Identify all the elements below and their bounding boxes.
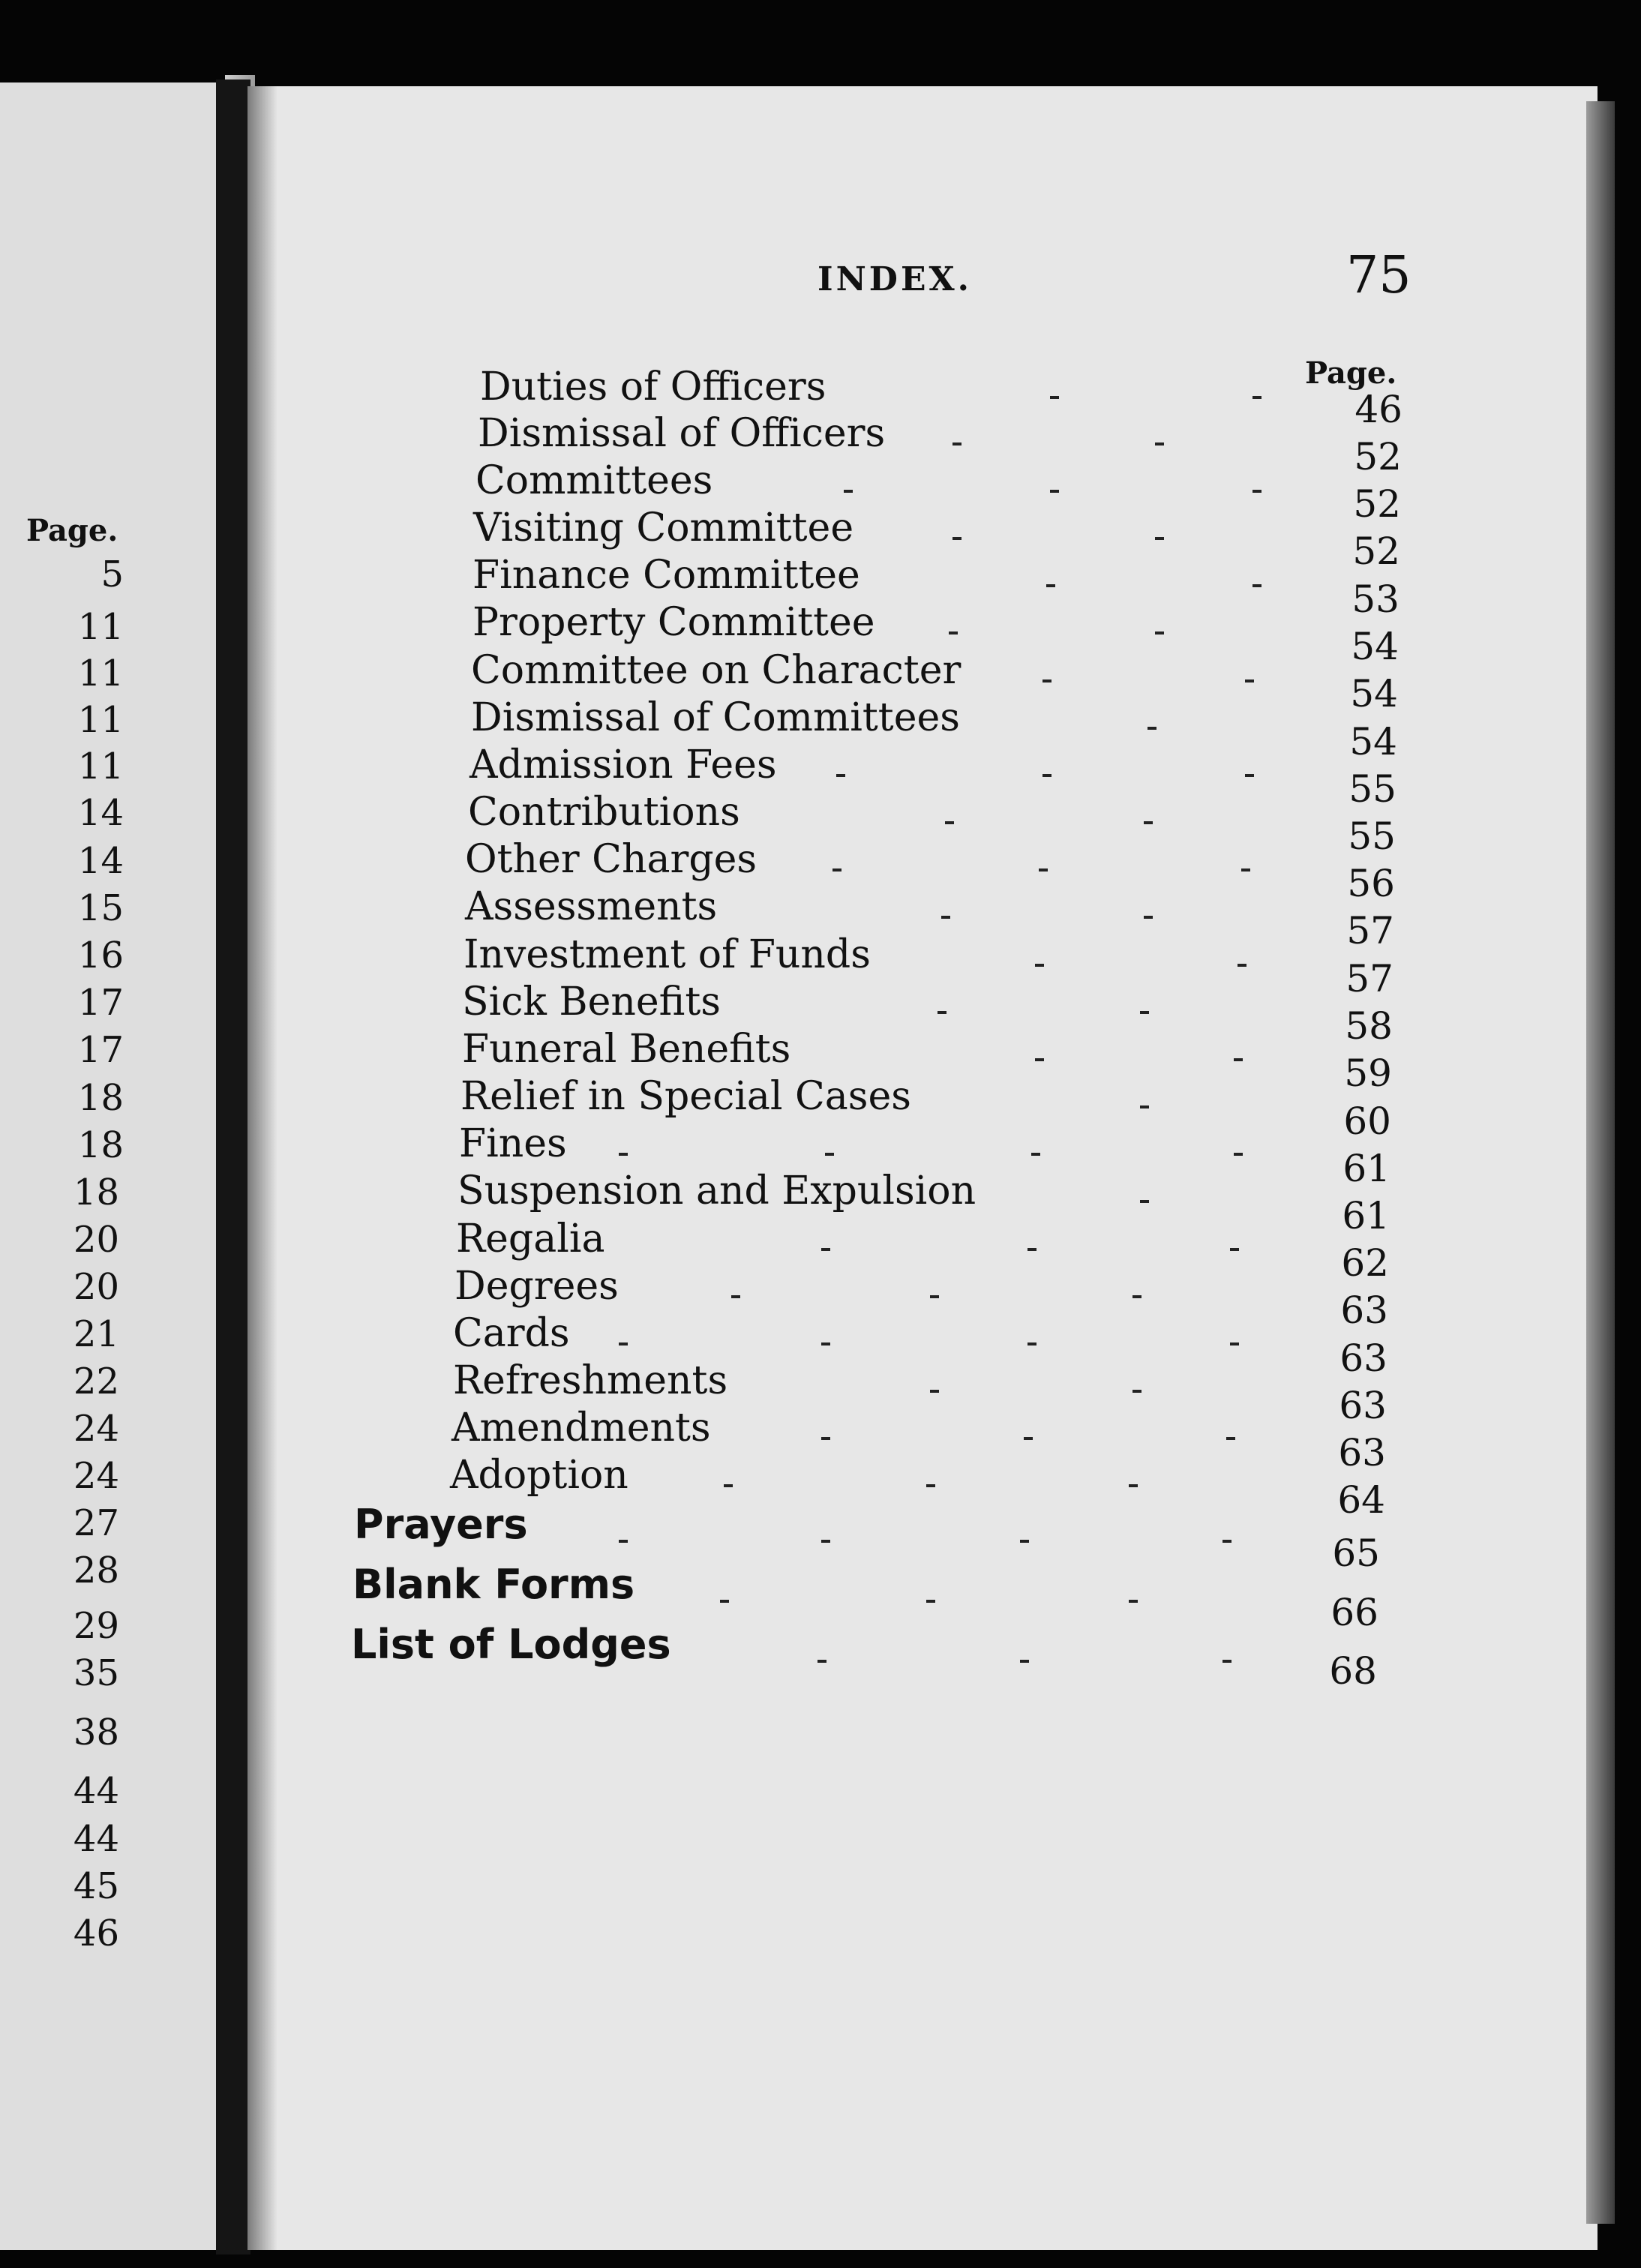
leader-dash: [832, 868, 842, 872]
index-entry-label: Committee on Character: [471, 648, 962, 693]
leader-dash: [821, 1437, 830, 1440]
leader-dash: [938, 1011, 946, 1014]
index-entry-page: 57: [1346, 909, 1394, 952]
index-entry-label: Relief in Special Cases: [460, 1074, 911, 1119]
index-entry-label: Degrees: [454, 1264, 619, 1309]
leader-dash: [1252, 584, 1262, 587]
left-page-number: 17: [77, 1029, 124, 1071]
leader-dash: [1155, 537, 1164, 540]
left-page-number: 18: [73, 1172, 119, 1214]
left-page-number: 20: [73, 1219, 119, 1261]
leader-dash: [619, 1342, 628, 1346]
index-entry-label: Assessments: [465, 884, 718, 929]
index-entry-page: 58: [1345, 1004, 1393, 1048]
index-entry-page: 61: [1342, 1194, 1390, 1238]
index-entry-label: Refreshments: [453, 1358, 728, 1403]
index-entry-page: 59: [1344, 1052, 1392, 1095]
leader-dash: [1234, 1153, 1243, 1156]
index-entry-page: 54: [1351, 625, 1399, 668]
index-entry-label: Suspension and Expulsion: [458, 1168, 976, 1214]
index-entry-page: 52: [1352, 530, 1400, 573]
left-page-number: 11: [77, 746, 124, 788]
index-entry-page: 55: [1348, 767, 1396, 811]
left-page-number: 11: [77, 606, 124, 648]
index-entry-label: Funeral Benefits: [462, 1027, 791, 1072]
leader-dash: [1238, 964, 1246, 967]
page-inner-shadow: [248, 86, 278, 2250]
leader-dash: [836, 774, 845, 777]
left-page-number: 15: [77, 887, 124, 929]
leader-dash: [821, 1540, 830, 1543]
left-page-number: 18: [77, 1077, 124, 1119]
left-page-number: 18: [77, 1124, 124, 1166]
leader-dash: [945, 821, 954, 824]
leader-dash: [1020, 1660, 1029, 1663]
leader-dash: [1039, 868, 1048, 872]
index-entry-label: Regalia: [456, 1216, 605, 1262]
left-page-number: 21: [73, 1313, 119, 1355]
index-entry-label: Investment of Funds: [464, 932, 871, 977]
index-entry-label: Dismissal of Officers: [478, 411, 886, 456]
index-entry-label: Committees: [476, 458, 713, 503]
leader-dash: [1035, 964, 1044, 967]
index-entry-page: 54: [1349, 720, 1397, 764]
leader-dash: [720, 1600, 729, 1603]
leader-dash: [844, 490, 853, 493]
leader-dash: [1155, 442, 1164, 446]
leader-dash: [1140, 1200, 1149, 1203]
page-edge-shadow: [1586, 101, 1615, 2224]
leader-dash: [1035, 1058, 1044, 1061]
leader-dash: [619, 1153, 628, 1156]
index-entry-page: 63: [1339, 1384, 1387, 1427]
leader-dash: [821, 1248, 830, 1251]
index-entry-page: 61: [1342, 1147, 1390, 1190]
leader-dash: [1042, 680, 1052, 682]
leader-dash: [1050, 490, 1059, 493]
leader-dash: [1046, 584, 1055, 587]
leader-dash: [1140, 1011, 1149, 1014]
index-entry-label: Sick Benefits: [462, 980, 721, 1024]
leader-dash: [952, 537, 962, 540]
index-entry-page: 64: [1337, 1478, 1385, 1522]
index-entry-label: Visiting Committee: [473, 506, 854, 550]
left-page-number: 38: [73, 1712, 119, 1754]
leader-dash: [926, 1484, 935, 1487]
leader-dash: [1129, 1600, 1138, 1603]
leader-dash: [1155, 632, 1164, 634]
leader-dash: [1148, 727, 1156, 730]
appendix-entry-label: List of Lodges: [351, 1621, 671, 1668]
left-page-number: 44: [73, 1818, 119, 1860]
left-page-number: 35: [73, 1652, 119, 1694]
index-entry-page: 63: [1340, 1288, 1388, 1332]
index-entry-page: 55: [1348, 814, 1396, 858]
leader-dash: [825, 1153, 834, 1156]
index-entry-page: 63: [1338, 1431, 1386, 1474]
leader-dash: [1028, 1342, 1036, 1346]
index-entry-page: 54: [1350, 672, 1398, 716]
leader-dash: [1245, 680, 1254, 682]
left-page-number: 22: [73, 1360, 119, 1402]
index-heading: INDEX.: [818, 260, 972, 298]
left-page-number: 24: [73, 1408, 119, 1450]
index-entry-page: 52: [1354, 435, 1402, 478]
leader-dash: [821, 1342, 830, 1346]
leader-dash: [724, 1484, 733, 1487]
leader-dash: [1252, 396, 1262, 399]
index-entry-page: 57: [1346, 957, 1394, 1000]
left-page-number: 16: [77, 934, 124, 976]
appendix-entry-label: Blank Forms: [352, 1561, 635, 1608]
left-page-number: 45: [73, 1865, 119, 1907]
index-entry-label: Property Committee: [472, 600, 875, 645]
book-gutter: [216, 80, 250, 2254]
index-entry-page: 53: [1352, 578, 1400, 621]
leader-dash: [1020, 1540, 1029, 1543]
left-page-number: 29: [73, 1605, 119, 1647]
appendix-entry-label: Prayers: [354, 1501, 528, 1548]
leader-dash: [1230, 1248, 1239, 1251]
left-page-number: 44: [73, 1770, 119, 1812]
index-entry-label: Cards: [453, 1311, 570, 1356]
left-page-number: 28: [73, 1550, 119, 1592]
index-entry-label: Admission Fees: [470, 742, 777, 788]
index-entry-page: 46: [1354, 388, 1402, 431]
leader-dash: [1222, 1540, 1232, 1543]
left-page-number: 14: [77, 840, 124, 882]
appendix-entry-page: 66: [1330, 1591, 1378, 1634]
index-entry-page: 63: [1340, 1336, 1388, 1380]
leader-dash: [952, 442, 962, 446]
index-entry-page: 60: [1343, 1100, 1391, 1143]
index-entry-page: 62: [1341, 1241, 1389, 1285]
left-page-number: 27: [73, 1502, 119, 1544]
left-page-number: 17: [77, 982, 124, 1024]
left-page-number: 11: [77, 652, 124, 694]
left-page-number: 20: [73, 1266, 119, 1308]
left-page-number: 11: [77, 699, 124, 741]
leader-dash: [930, 1295, 939, 1298]
leader-dash: [1140, 1106, 1149, 1108]
index-entry-label: Fines: [459, 1121, 567, 1166]
page-column-label: Page.: [1305, 356, 1397, 391]
leader-dash: [731, 1295, 740, 1298]
index-entry-label: Contributions: [468, 790, 740, 835]
leader-dash: [1132, 1295, 1142, 1298]
leader-dash: [1129, 1484, 1138, 1487]
leader-dash: [926, 1600, 935, 1603]
appendix-entry-page: 65: [1332, 1532, 1380, 1575]
leader-dash: [1024, 1437, 1033, 1440]
leader-dash: [1132, 1390, 1142, 1393]
leader-dash: [1245, 774, 1254, 777]
leader-dash: [1144, 821, 1153, 824]
leader-dash: [1252, 490, 1262, 493]
index-entry-label: Adoption: [450, 1453, 628, 1498]
index-entry-page: 56: [1347, 862, 1395, 905]
left-page-number: 46: [73, 1912, 119, 1954]
left-page-number: 5: [100, 554, 124, 596]
index-entry-page: 52: [1353, 482, 1401, 526]
leader-dash: [1222, 1660, 1232, 1663]
index-entry-label: Duties of Officers: [480, 364, 826, 410]
leader-dash: [1042, 774, 1052, 777]
page-number: 75: [1346, 246, 1412, 305]
leader-dash: [949, 632, 958, 634]
leader-dash: [1226, 1437, 1235, 1440]
left-page-number: 24: [73, 1455, 119, 1497]
leader-dash: [818, 1660, 826, 1663]
index-entry-label: Dismissal of Committees: [471, 695, 960, 740]
leader-dash: [1144, 916, 1153, 919]
left-page-number: 14: [77, 792, 124, 834]
index-entry-label: Finance Committee: [472, 553, 860, 598]
leader-dash: [1234, 1058, 1243, 1061]
leader-dash: [1031, 1153, 1040, 1156]
leader-dash: [1241, 868, 1250, 872]
leader-dash: [1050, 396, 1059, 399]
leader-dash: [930, 1390, 939, 1393]
leader-dash: [1028, 1248, 1036, 1251]
appendix-entry-page: 68: [1329, 1649, 1377, 1693]
leader-dash: [619, 1540, 628, 1543]
leader-dash: [941, 916, 950, 919]
index-entry-label: Amendments: [452, 1406, 711, 1450]
leader-dash: [1230, 1342, 1239, 1346]
left-page-column-label: Page.: [26, 513, 118, 548]
index-entry-label: Other Charges: [465, 837, 758, 882]
